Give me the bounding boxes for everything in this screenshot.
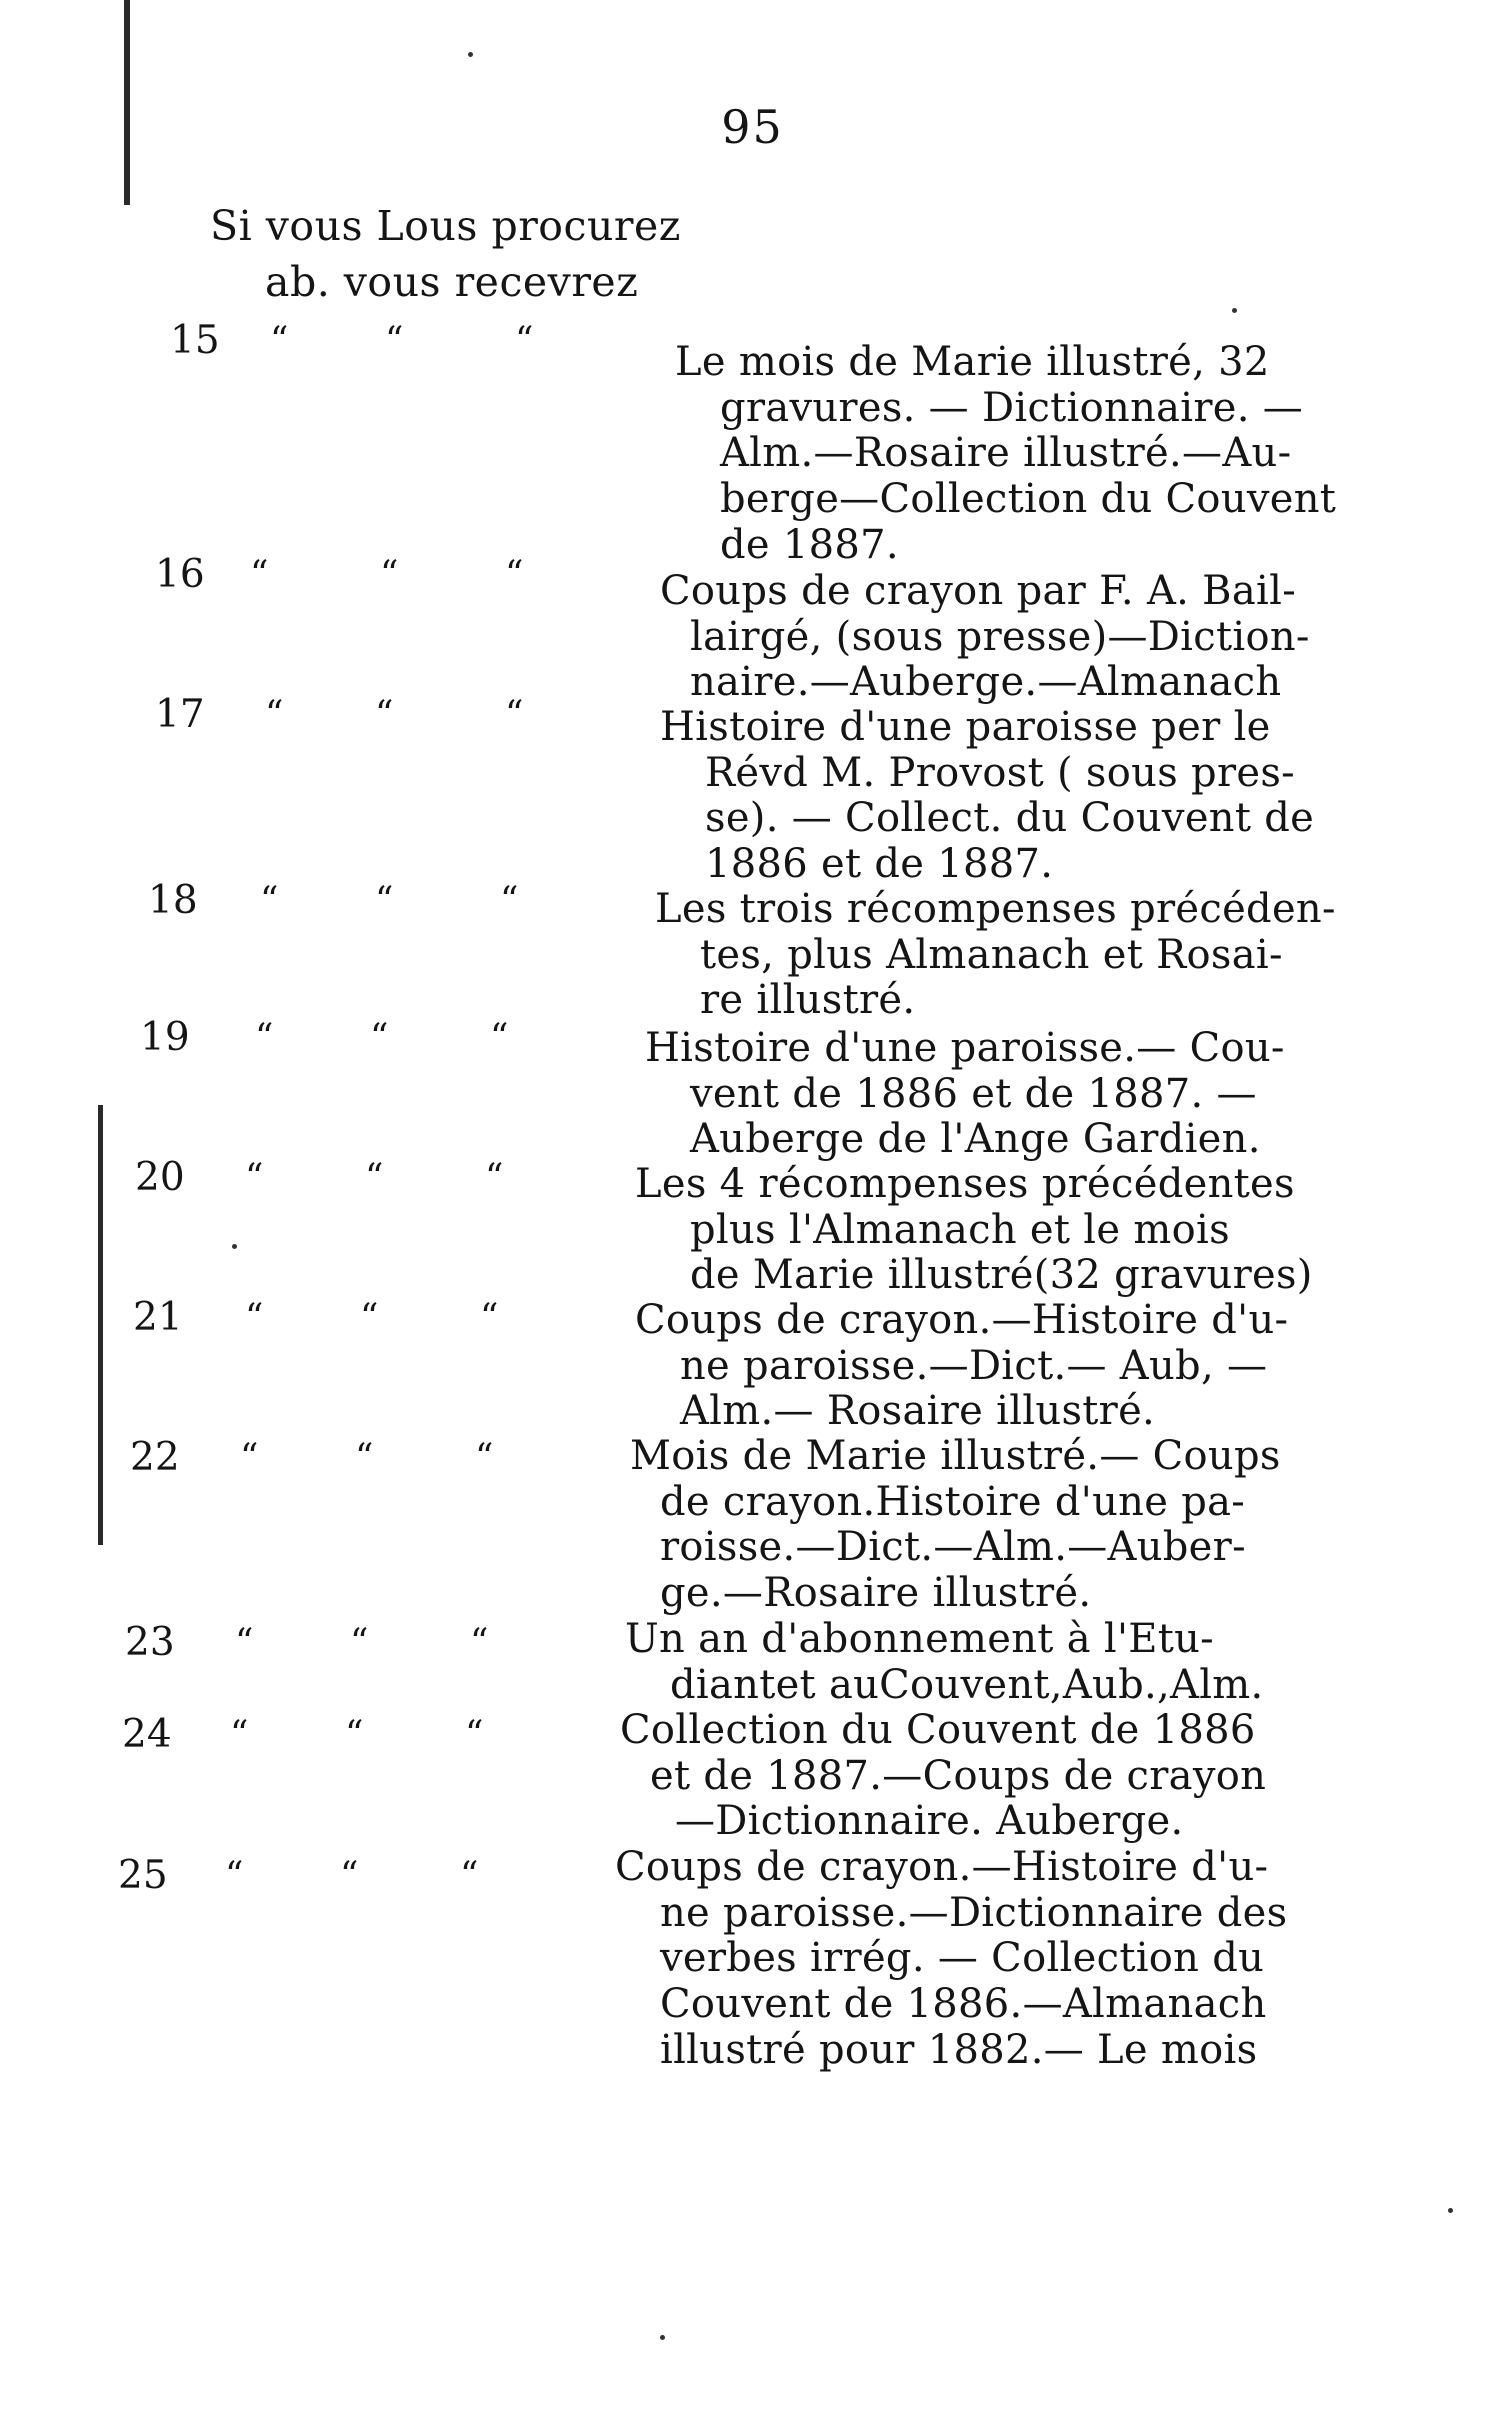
ditto-mark: “ — [240, 1437, 260, 1478]
description-line: diantet auCouvent,Aub.,Alm. — [670, 1661, 1264, 1708]
ditto-mark: “ — [350, 1622, 370, 1663]
reward-description — [655, 887, 1336, 1024]
description-line: et de 1887.—Coups de crayon — [650, 1752, 1267, 1799]
ink-speck — [232, 1244, 237, 1249]
description-line: se). — Collect. du Couvent de — [705, 795, 1315, 842]
reward-row-number: 22 — [130, 1435, 180, 1480]
ditto-mark: “ — [515, 320, 535, 361]
ink-speck — [660, 2335, 665, 2340]
description-line: Coups de crayon par F. A. Bail- — [660, 568, 1297, 614]
reward-row-number: 19 — [140, 1015, 190, 1060]
description-line: de 1887. — [720, 521, 899, 568]
ditto-mark: “ — [490, 1017, 510, 1058]
description-line: Coups de crayon.—Histoire d'u- — [635, 1297, 1289, 1343]
ditto-mark: “ — [375, 880, 395, 921]
description-line: Le mois de Marie illustré, 32 — [675, 339, 1270, 385]
page-number: 95 — [721, 100, 784, 154]
description-line: Coups de crayon.—Histoire d'u- — [615, 1844, 1269, 1890]
description-line: Mois de Marie illustré.— Coups — [630, 1433, 1281, 1479]
reward-description — [620, 1708, 1266, 1845]
reward-row-number: 25 — [118, 1853, 168, 1898]
reward-description — [660, 569, 1310, 706]
ditto-mark: “ — [265, 694, 285, 735]
description-line: re illustré. — [700, 977, 916, 1024]
description-line: Alm.—Rosaire illustré.—Au- — [720, 430, 1292, 477]
ditto-mark: “ — [460, 1855, 480, 1896]
reward-row-number: 18 — [148, 878, 198, 923]
reward-description — [660, 705, 1314, 888]
column-header-line: ab. vous recevrez — [265, 258, 639, 306]
ditto-mark: “ — [505, 554, 525, 595]
ditto-mark: “ — [465, 1714, 485, 1755]
description-line: Auberge de l'Ange Gardien. — [690, 1116, 1261, 1163]
reward-description — [645, 1026, 1285, 1163]
description-line: Collection du Couvent de 1886 — [620, 1707, 1256, 1753]
description-line: Histoire d'une paroisse.— Cou- — [645, 1025, 1285, 1071]
description-line: Les trois récompenses précéden- — [655, 886, 1336, 932]
description-line: illustré pour 1882.— Le mois — [660, 2026, 1258, 2073]
description-line: 1886 et de 1887. — [705, 841, 1054, 888]
reward-description — [625, 1617, 1264, 1708]
description-line: Couvent de 1886.—Almanach — [660, 1981, 1267, 2028]
reward-row-number: 15 — [170, 318, 220, 363]
reward-row-number: 24 — [122, 1712, 172, 1757]
description-line: ne paroisse.—Dict.— Aub, — — [680, 1342, 1268, 1389]
reward-row-number: 23 — [125, 1620, 175, 1665]
ditto-mark: “ — [365, 1157, 385, 1198]
reward-description — [675, 340, 1336, 569]
description-line: de Marie illustré(32 gravures) — [690, 1252, 1313, 1299]
ditto-mark: “ — [500, 880, 520, 921]
description-line: plus l'Almanach et le mois — [690, 1206, 1230, 1253]
description-line: Les 4 récompenses précédentes — [635, 1161, 1295, 1207]
ditto-mark: “ — [225, 1855, 245, 1896]
description-line: berge—Collection du Couvent — [720, 476, 1337, 523]
ditto-mark: “ — [470, 1622, 490, 1663]
ditto-mark: “ — [270, 320, 290, 361]
reward-description — [630, 1434, 1281, 1617]
reward-description — [635, 1162, 1313, 1299]
description-line: gravures. — Dictionnaire. — — [720, 384, 1304, 431]
ditto-mark: “ — [355, 1437, 375, 1478]
reward-description — [635, 1298, 1288, 1435]
ditto-mark: “ — [480, 1297, 500, 1338]
description-line: ne paroisse.—Dictionnaire des — [660, 1889, 1288, 1936]
description-line: Histoire d'une paroisse per le — [660, 704, 1271, 750]
ditto-mark: “ — [260, 880, 280, 921]
ditto-mark: “ — [340, 1855, 360, 1896]
reward-row-number: 17 — [155, 692, 205, 737]
description-line: verbes irrég. — Collection du — [660, 1935, 1265, 1982]
ink-speck — [1448, 2208, 1453, 2213]
ditto-mark: “ — [385, 320, 405, 361]
ditto-mark: “ — [255, 1017, 275, 1058]
description-line: vent de 1886 et de 1887. — — [690, 1070, 1257, 1117]
reward-description — [615, 1845, 1287, 2074]
description-line: Alm.— Rosaire illustré. — [680, 1388, 1156, 1435]
description-line: —Dictionnaire. Auberge. — [675, 1798, 1184, 1845]
reward-row-number: 21 — [133, 1295, 183, 1340]
ditto-mark: “ — [380, 554, 400, 595]
ditto-mark: “ — [370, 1017, 390, 1058]
description-line: tes, plus Almanach et Rosai- — [700, 931, 1283, 978]
ditto-mark: “ — [245, 1297, 265, 1338]
description-line: de crayon.Histoire d'une pa- — [660, 1478, 1246, 1525]
ditto-mark: “ — [475, 1437, 495, 1478]
description-line: roisse.—Dict.—Alm.—Auber- — [660, 1524, 1246, 1571]
ditto-mark: “ — [345, 1714, 365, 1755]
description-line: naire.—Auberge.—Almanach — [690, 659, 1282, 706]
ditto-mark: “ — [375, 694, 395, 735]
description-line: ge.—Rosaire illustré. — [660, 1570, 1092, 1617]
reward-row-number: 16 — [155, 552, 205, 597]
reward-row-number: 20 — [135, 1155, 185, 1200]
ink-speck — [1232, 308, 1237, 313]
ditto-mark: “ — [230, 1714, 250, 1755]
ditto-mark: “ — [245, 1157, 265, 1198]
description-line: Un an d'abonnement à l'Etu- — [625, 1616, 1214, 1662]
ditto-mark: “ — [360, 1297, 380, 1338]
column-header-line: Si vous Lous procurez — [210, 202, 681, 250]
ink-speck — [468, 52, 473, 57]
ditto-mark: “ — [485, 1157, 505, 1198]
ditto-mark: “ — [250, 554, 270, 595]
margin-rule — [98, 1105, 103, 1545]
ditto-mark: “ — [505, 694, 525, 735]
description-line: lairgé, (sous presse)—Diction- — [690, 613, 1310, 660]
ditto-mark: “ — [235, 1622, 255, 1663]
description-line: Révd M. Provost ( sous pres- — [705, 749, 1295, 796]
